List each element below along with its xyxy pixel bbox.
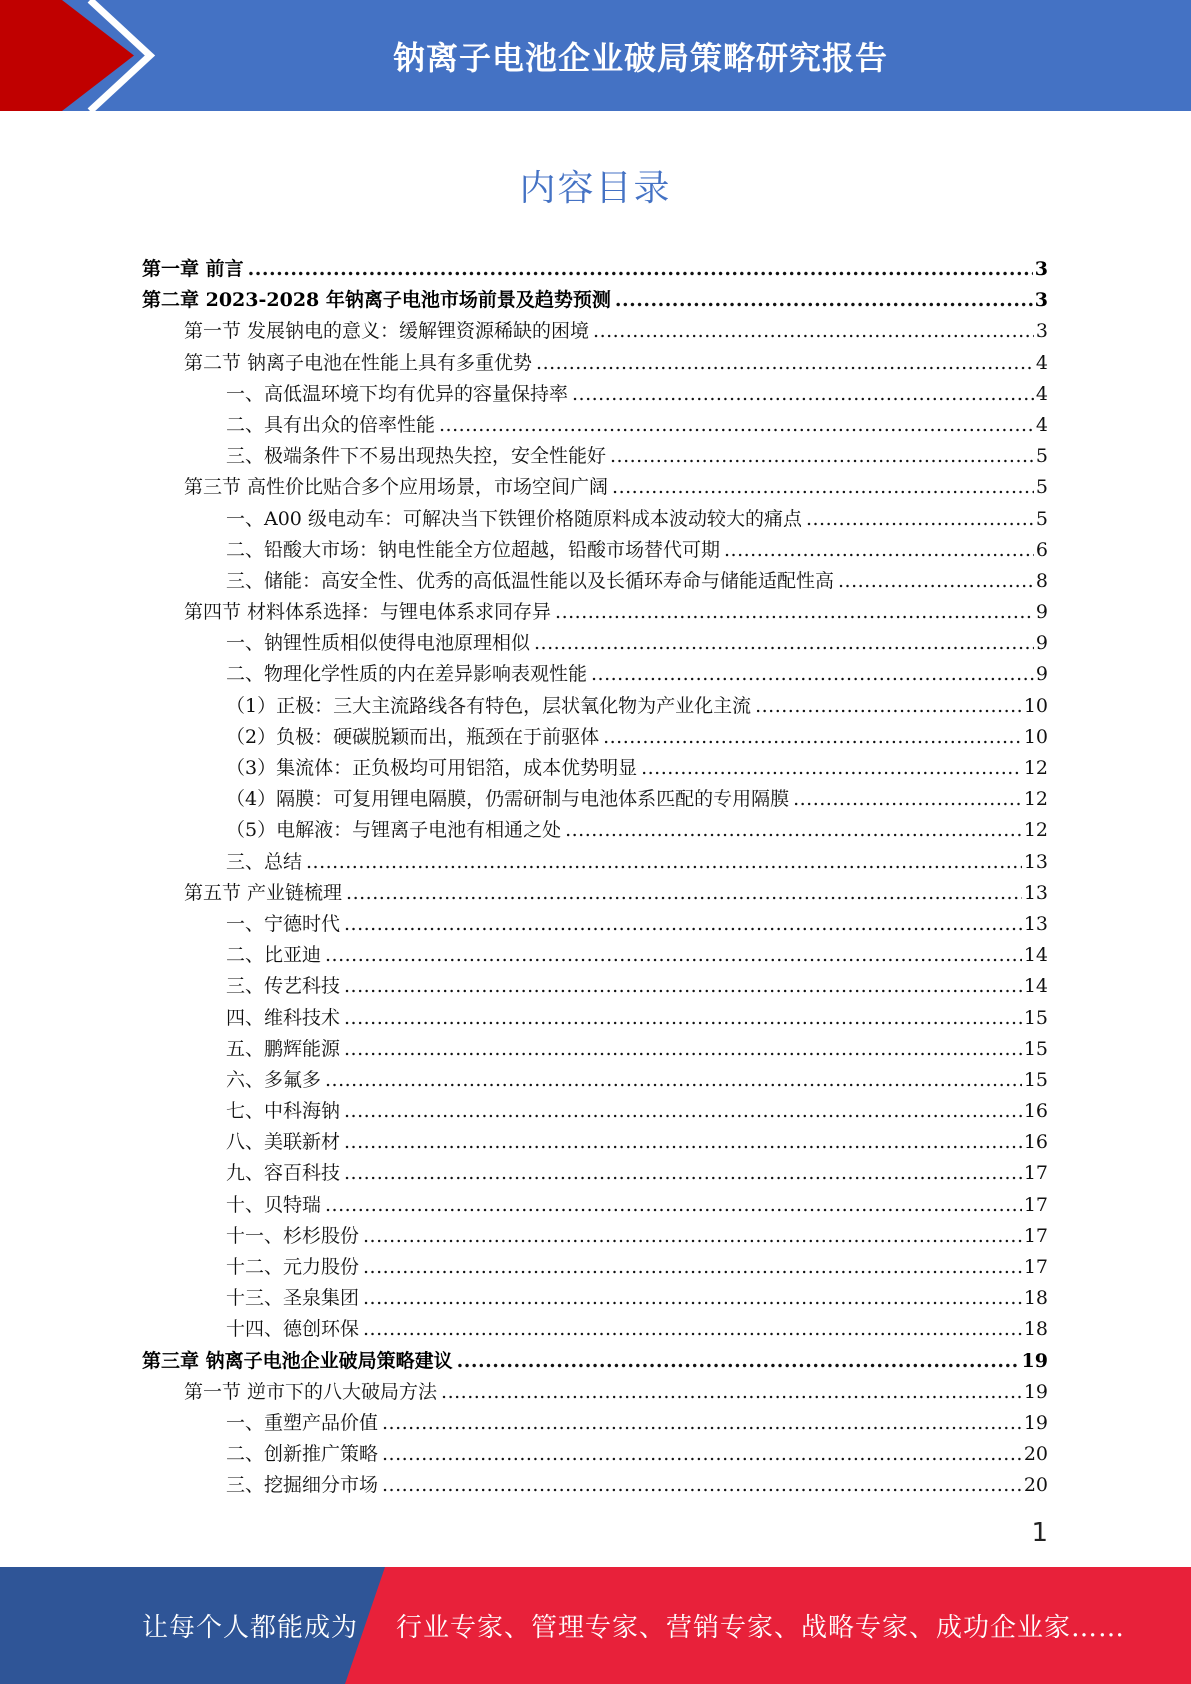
toc-entry-page: 4 <box>1035 413 1048 436</box>
table-of-contents <box>142 254 1048 1502</box>
toc-entry-page: 19 <box>1021 1349 1048 1372</box>
toc-entry-title: （4）隔膜：可复用锂电隔膜，仍需研制与电池体系匹配的专用隔膜 <box>226 788 790 811</box>
toc-dot-leader <box>641 753 1022 784</box>
toc-dot-leader <box>382 1408 1022 1439</box>
page-number: 1 <box>1031 1518 1048 1548</box>
toc-dot-leader <box>344 1158 1022 1189</box>
toc-entry-page: 15 <box>1023 1006 1048 1029</box>
toc-entry-title: 六、多氟多 <box>226 1068 322 1091</box>
toc-entry-title: 第三节 高性价比贴合多个应用场景，市场空间广阔 <box>184 476 609 499</box>
toc-entry-title: 七、中科海钠 <box>226 1100 341 1123</box>
toc-entry-page: 12 <box>1023 819 1048 842</box>
toc-entry[interactable] <box>142 940 1048 971</box>
toc-dot-leader <box>344 909 1022 940</box>
toc-entry-page: 17 <box>1023 1224 1048 1247</box>
toc-entry[interactable] <box>142 753 1048 784</box>
toc-entry[interactable] <box>142 566 1048 597</box>
toc-entry[interactable] <box>142 815 1048 846</box>
toc-entry-title: 第三章 钠离子电池企业破局策略建议 <box>142 1349 453 1372</box>
toc-entry-title: 一、宁德时代 <box>226 912 341 935</box>
toc-dot-leader <box>346 878 1022 909</box>
toc-entry-title: 二、比亚迪 <box>226 944 322 967</box>
toc-entry-page: 13 <box>1023 912 1048 935</box>
toc-entry[interactable] <box>142 1252 1048 1283</box>
toc-dot-leader <box>441 1377 1022 1408</box>
toc-entry-page: 10 <box>1023 694 1048 717</box>
toc-entry-page: 19 <box>1023 1411 1048 1434</box>
toc-entry[interactable] <box>142 410 1048 441</box>
toc-entry-title: 四、维科技术 <box>226 1006 341 1029</box>
toc-entry-title: 三、总结 <box>226 850 303 873</box>
toc-entry-page: 20 <box>1023 1474 1048 1497</box>
footer-slogan-right: 行业专家、管理专家、营销专家、战略专家、成功企业家…… <box>396 1613 1126 1643</box>
toc-entry-page: 8 <box>1035 569 1048 592</box>
toc-entry[interactable] <box>142 878 1048 909</box>
toc-entry-title: 二、具有出众的倍率性能 <box>226 413 436 436</box>
toc-entry-title: 三、储能：高安全性、优秀的高低温性能以及长循环寿命与储能适配性高 <box>226 569 835 592</box>
toc-entry-page: 13 <box>1023 850 1048 873</box>
toc-entry-title: 三、极端条件下不易出现热失控，安全性能好 <box>226 445 607 468</box>
toc-entry[interactable] <box>142 1439 1048 1470</box>
toc-entry[interactable] <box>142 1034 1048 1065</box>
toc-entry[interactable] <box>142 1470 1048 1501</box>
toc-entry-page: 12 <box>1023 757 1048 779</box>
toc-entry[interactable] <box>142 1096 1048 1127</box>
toc-entry-title: 一、钠锂性质相似使得电池原理相似 <box>226 632 531 655</box>
toc-entry[interactable] <box>142 722 1048 753</box>
toc-dot-leader <box>615 285 1033 316</box>
toc-dot-leader <box>363 1221 1022 1252</box>
toc-entry[interactable] <box>142 1314 1048 1345</box>
toc-entry-title: 第一节 逆市下的八大破局方法 <box>184 1380 438 1403</box>
toc-entry[interactable] <box>142 1065 1048 1096</box>
toc-dot-leader <box>325 1065 1022 1096</box>
toc-dot-leader <box>325 1190 1022 1221</box>
toc-dot-leader <box>838 566 1034 597</box>
toc-entry-page: 9 <box>1035 632 1048 655</box>
toc-entry[interactable] <box>142 1221 1048 1252</box>
toc-entry-page: 4 <box>1035 382 1048 405</box>
toc-entry-title: 第五节 产业链梳理 <box>184 881 343 904</box>
header-banner <box>0 0 1191 111</box>
toc-dot-leader <box>793 784 1022 815</box>
toc-dot-leader <box>344 1096 1022 1127</box>
toc-entry-page: 9 <box>1035 663 1048 686</box>
toc-entry[interactable] <box>142 1346 1048 1377</box>
toc-dot-leader <box>724 535 1034 566</box>
toc-entry-title: 第一节 发展钠电的意义：缓解锂资源稀缺的困境 <box>184 320 590 343</box>
toc-entry-page: 18 <box>1023 1287 1048 1310</box>
toc-entry-page: 5 <box>1035 476 1048 499</box>
toc-entry[interactable] <box>142 348 1048 379</box>
toc-dot-leader <box>555 597 1034 628</box>
toc-entry-page: 3 <box>1034 289 1048 312</box>
toc-entry-title: 三、传艺科技 <box>226 975 341 998</box>
toc-entry[interactable] <box>142 1127 1048 1158</box>
toc-dot-leader <box>755 691 1022 722</box>
toc-entry-page: 19 <box>1023 1380 1048 1403</box>
toc-entry-page: 5 <box>1035 507 1048 530</box>
toc-entry[interactable] <box>142 379 1048 410</box>
toc-entry-title: 二、物理化学性质的内在差异影响表观性能 <box>226 663 588 686</box>
toc-entry-page: 15 <box>1023 1037 1048 1060</box>
toc-entry[interactable] <box>142 441 1048 472</box>
toc-entry-title: 三、挖掘细分市场 <box>226 1474 379 1497</box>
toc-entry[interactable] <box>142 504 1048 535</box>
toc-entry-page: 4 <box>1035 351 1048 374</box>
toc-entry-page: 16 <box>1023 1100 1048 1123</box>
toc-entry-title: 十四、德创环保 <box>226 1318 360 1341</box>
toc-entry[interactable] <box>142 659 1048 690</box>
toc-dot-leader <box>806 504 1034 535</box>
toc-entry-title: （2）负极：硬碳脱颖而出，瓶颈在于前驱体 <box>226 725 600 748</box>
toc-entry-page: 12 <box>1023 788 1048 811</box>
toc-entry-title: 一、高低温环境下均有优异的容量保持率 <box>226 382 569 405</box>
toc-dot-leader <box>593 316 1034 347</box>
toc-entry[interactable] <box>142 628 1048 659</box>
toc-dot-leader <box>382 1439 1022 1470</box>
toc-entry-title: 十一、杉杉股份 <box>226 1224 360 1247</box>
toc-entry-page: 14 <box>1023 944 1048 967</box>
toc-dot-leader <box>610 441 1034 472</box>
toc-entry-title: 十、贝特瑞 <box>226 1193 322 1216</box>
toc-dot-leader <box>344 1034 1022 1065</box>
report-title: 钠离子电池企业破局策略研究报告 <box>392 38 888 77</box>
toc-entry[interactable] <box>142 597 1048 628</box>
toc-entry[interactable] <box>142 847 1048 878</box>
toc-dot-leader <box>439 410 1034 441</box>
toc-entry-title: 第四节 材料体系选择：与锂电体系求同存异 <box>184 601 552 624</box>
toc-entry[interactable] <box>142 909 1048 940</box>
toc-entry[interactable] <box>142 535 1048 566</box>
toc-dot-leader <box>457 1346 1020 1377</box>
toc-entry-title: 二、铅酸大市场：钠电性能全方位超越，铅酸市场替代可期 <box>226 538 721 561</box>
toc-dot-leader <box>363 1283 1022 1314</box>
toc-entry-title: 二、创新推广策略 <box>226 1443 379 1466</box>
toc-entry[interactable] <box>142 1190 1048 1221</box>
toc-entry[interactable] <box>142 316 1048 347</box>
toc-entry-title: 十三、圣泉集团 <box>226 1287 360 1310</box>
toc-entry-page: 18 <box>1023 1318 1048 1341</box>
toc-dot-leader <box>591 659 1034 690</box>
toc-dot-leader <box>603 722 1022 753</box>
toc-dot-leader <box>363 1314 1022 1345</box>
toc-entry-page: 3 <box>1034 258 1048 280</box>
footer-slogan-left: 让每个人都能成为 <box>142 1613 359 1643</box>
toc-entry-title: 第一章 前言 <box>142 258 244 280</box>
toc-dot-leader <box>344 1127 1022 1158</box>
toc-entry-title: 十二、元力股份 <box>226 1256 360 1278</box>
toc-entry-page: 3 <box>1035 320 1048 343</box>
toc-entry-title: 第二节 钠离子电池在性能上具有多重优势 <box>184 351 533 374</box>
toc-entry-page: 9 <box>1035 601 1048 624</box>
toc-dot-leader <box>534 628 1034 659</box>
toc-entry[interactable] <box>142 1283 1048 1314</box>
toc-entry-title: 一、重塑产品价值 <box>226 1411 379 1434</box>
toc-dot-leader <box>382 1470 1022 1501</box>
toc-entry-page: 17 <box>1023 1162 1048 1185</box>
toc-entry-title: 九、容百科技 <box>226 1162 341 1185</box>
toc-entry-title: 八、美联新材 <box>226 1131 341 1154</box>
toc-entry[interactable] <box>142 1408 1048 1439</box>
footer-banner <box>0 1567 1191 1684</box>
toc-dot-leader <box>325 940 1022 971</box>
toc-entry-page: 17 <box>1023 1193 1048 1216</box>
toc-entry-title: （3）集流体：正负极均可用铝箔，成本优势明显 <box>226 757 638 779</box>
toc-dot-leader <box>572 379 1034 410</box>
toc-entry-page: 14 <box>1023 975 1048 998</box>
toc-entry-title: 一、A00 级电动车：可解决当下铁锂价格随原料成本波动较大的痛点 <box>226 507 802 530</box>
toc-entry-page: 15 <box>1023 1068 1048 1091</box>
toc-dot-leader <box>363 1252 1022 1283</box>
toc-entry-page: 17 <box>1023 1256 1048 1278</box>
toc-dot-leader <box>248 254 1033 285</box>
toc-entry-title: 第二章 2023-2028 年钠离子电池市场前景及趋势预测 <box>142 289 611 312</box>
toc-entry[interactable] <box>142 971 1048 1002</box>
toc-dot-leader <box>344 1003 1022 1034</box>
toc-entry[interactable] <box>142 1158 1048 1189</box>
toc-entry[interactable] <box>142 285 1048 316</box>
toc-entry-page: 16 <box>1023 1131 1048 1154</box>
toc-dot-leader <box>565 815 1022 846</box>
toc-entry[interactable] <box>142 691 1048 722</box>
toc-entry-title: （5）电解液：与锂离子电池有相通之处 <box>226 819 562 842</box>
toc-entry[interactable] <box>142 1003 1048 1034</box>
toc-entry-page: 10 <box>1023 725 1048 748</box>
toc-entry[interactable] <box>142 472 1048 503</box>
toc-entry-page: 20 <box>1023 1443 1048 1466</box>
toc-entry-page: 13 <box>1023 881 1048 904</box>
toc-dot-leader <box>536 348 1034 379</box>
toc-dot-leader <box>306 847 1022 878</box>
toc-entry[interactable] <box>142 254 1048 285</box>
toc-entry[interactable] <box>142 784 1048 815</box>
toc-entry-title: 五、鹏辉能源 <box>226 1037 341 1060</box>
toc-entry-page: 6 <box>1035 538 1048 561</box>
toc-dot-leader <box>612 472 1034 503</box>
toc-heading: 内容目录 <box>519 168 672 209</box>
toc-dot-leader <box>344 971 1022 1002</box>
toc-entry-title: （1）正极：三大主流路线各有特色，层状氧化物为产业化主流 <box>226 694 752 717</box>
toc-entry[interactable] <box>142 1377 1048 1408</box>
toc-entry-page: 5 <box>1035 445 1048 468</box>
